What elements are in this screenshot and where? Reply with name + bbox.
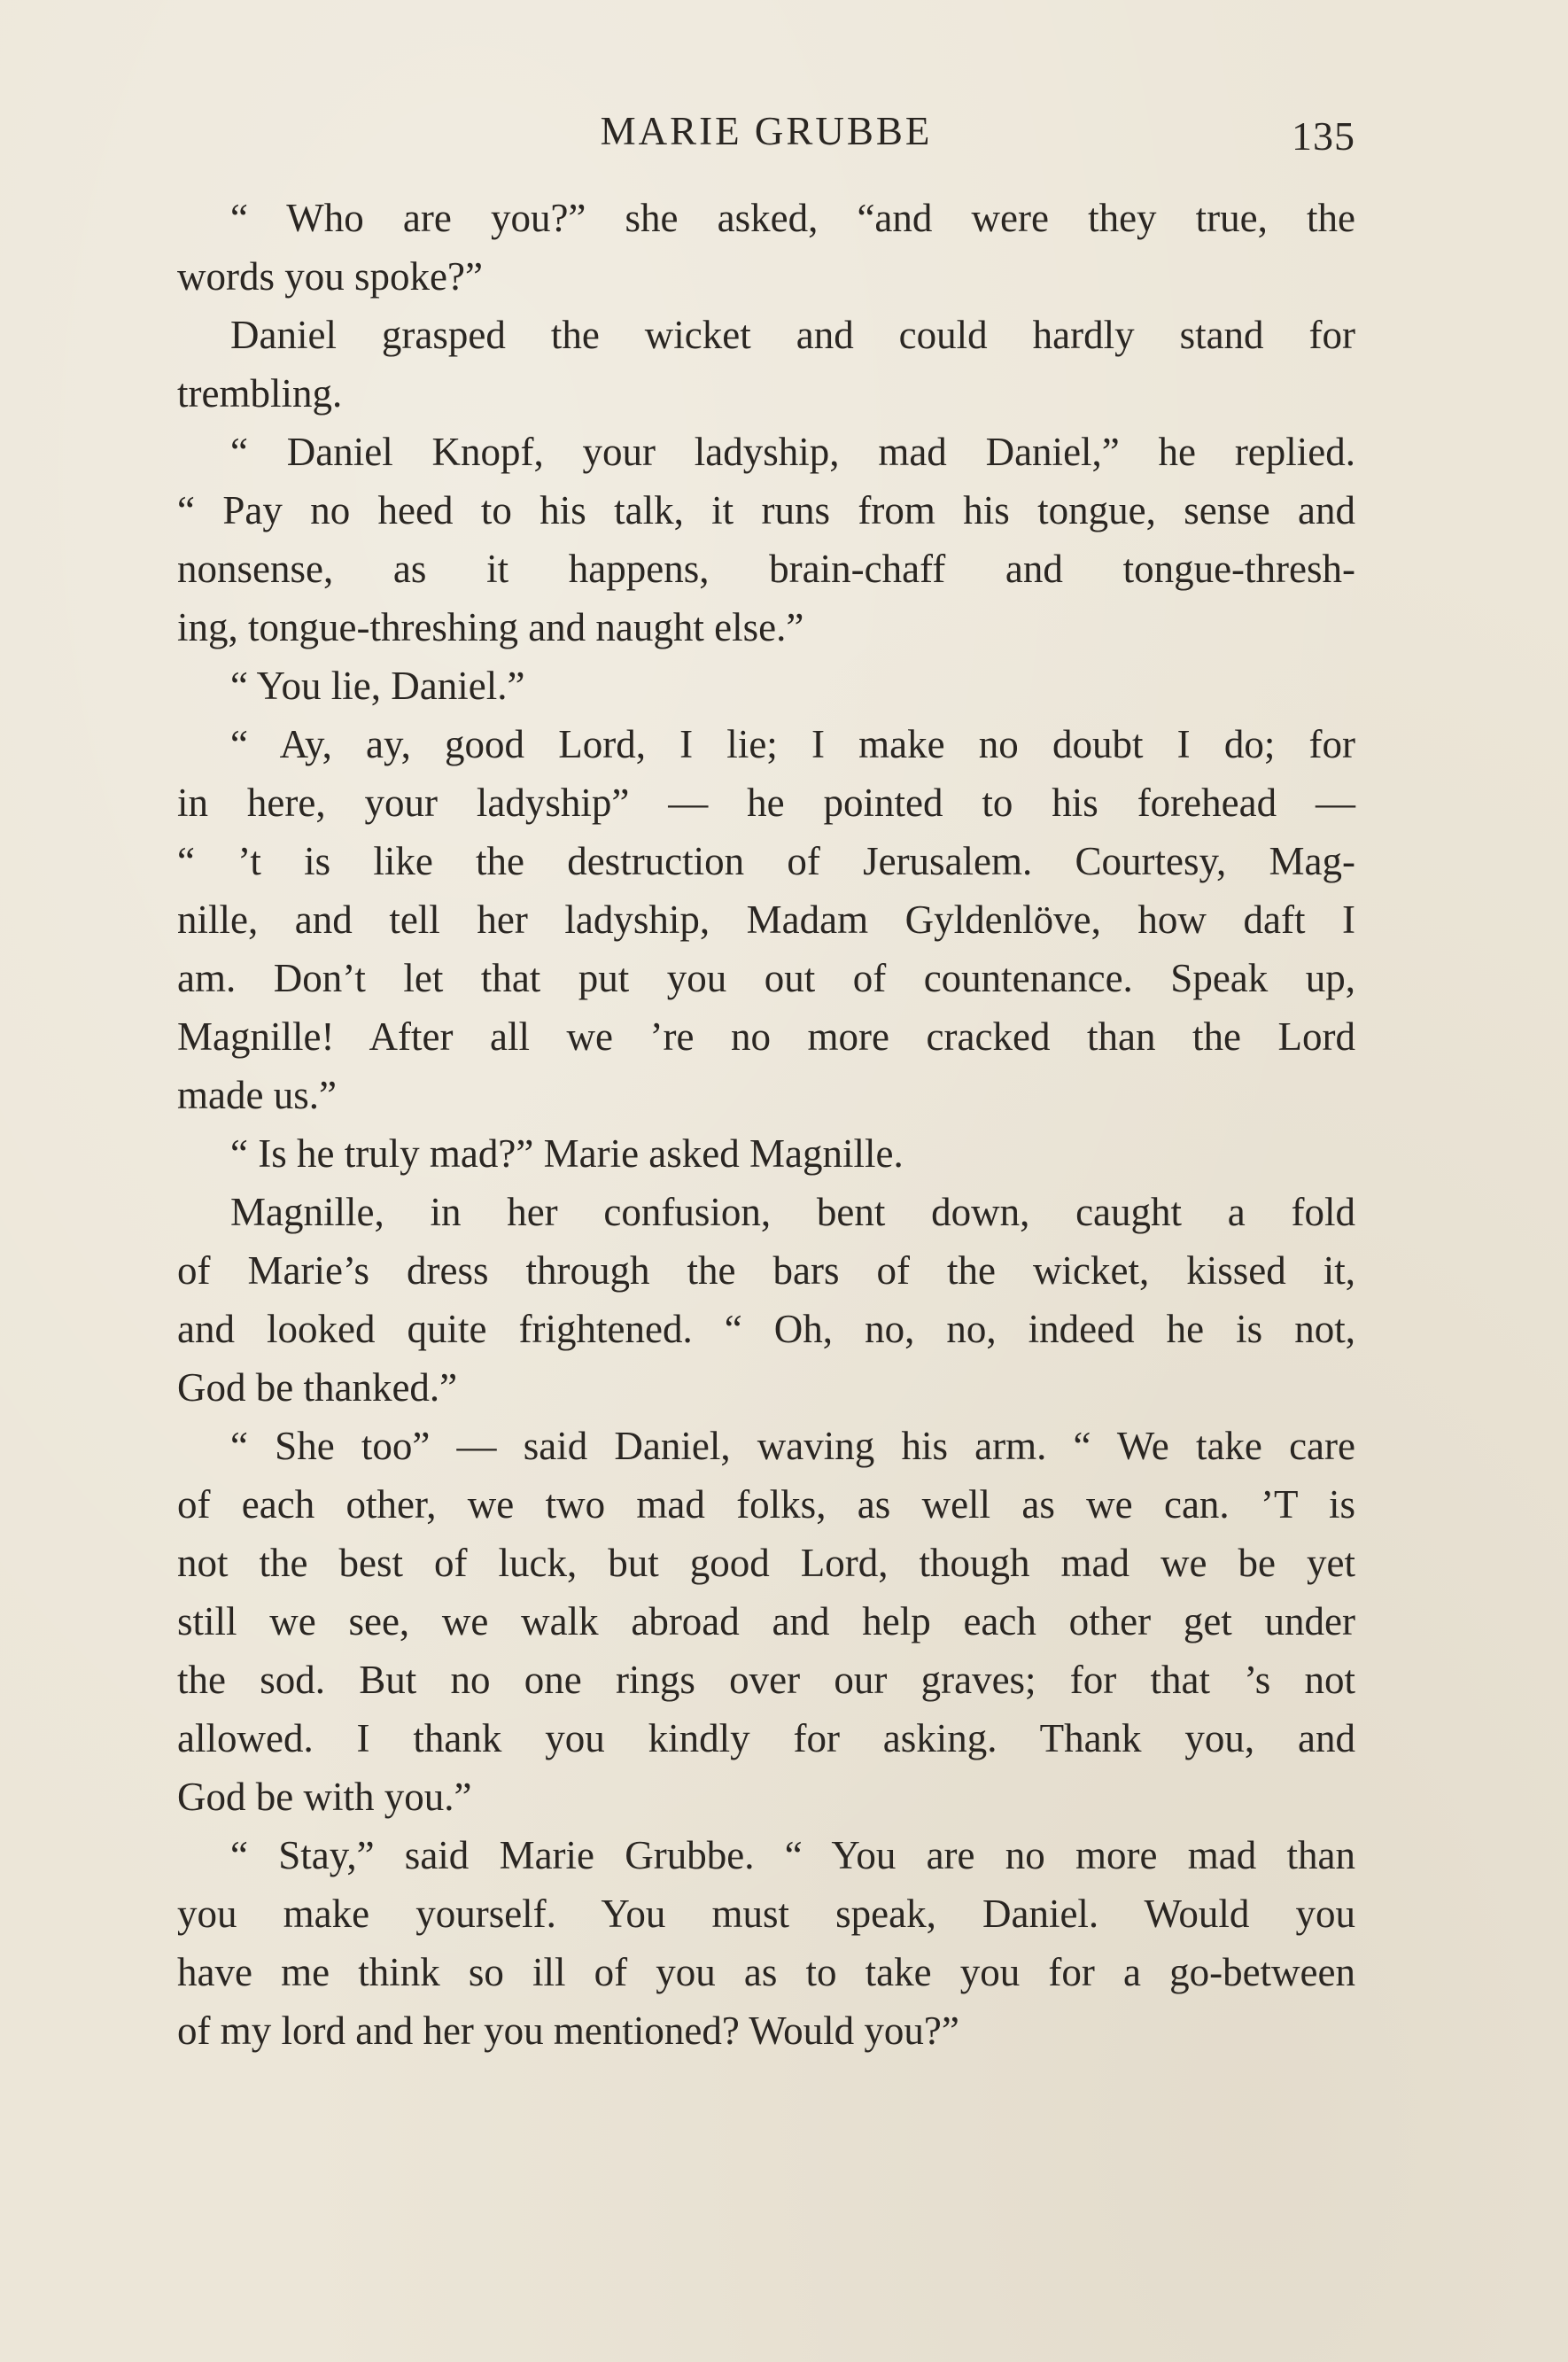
text-line: God be thanked.” [177,1365,458,1410]
text-line: “ You lie, Daniel.” [230,664,525,708]
text-line: “ Who are you?” she asked, “and were they true, the [230,196,1355,240]
text-line: “ Is he truly mad?” Marie asked Magnille. [230,1131,904,1176]
text-line: “ Ay, ay, good Lord, I lie; I make no doubt I do; for [230,722,1355,766]
text-line: words you spoke?” [177,254,483,299]
text-line: Daniel grasped the wicket and could hardly stand for [230,313,1355,357]
text-line: ing, tongue-threshing and naught else.” [177,605,804,649]
running-head [177,105,1355,158]
text-line: not the best of luck, but good Lord, though mad we be yet [177,1541,1355,1585]
text-line: of Marie’s dress through the bars of the wicket, kissed it, [177,1248,1355,1293]
text-line: am. Don’t let that put you out of countenance. Speak up, [177,956,1355,1000]
text-line: “ Stay,” said Marie Grubbe. “ You are no more mad than [230,1833,1355,1877]
text-line: still we see, we walk abroad and help each other get under [177,1599,1355,1643]
running-title: MARIE GRUBBE [600,109,933,153]
text-line: trembling. [177,371,343,416]
text-line: the sod. But no one rings over our graves; for that ’s not [177,1658,1355,1702]
text-line: “ She too” — said Daniel, waving his arm. “ We take care [230,1424,1355,1468]
text-line: made us.” [177,1073,337,1117]
text-line: nille, and tell her ladyship, Madam Gyldenlöve, how daft I [177,897,1355,942]
text-line: in here, your ladyship” — he pointed to his forehead — [177,781,1355,825]
text-line: “ ’t is like the destruction of Jerusalem. Courtesy, Mag- [177,839,1355,883]
text-line: of each other, we two mad folks, as well as we can. ’T is [177,1482,1355,1527]
text-line: God be with you.” [177,1775,472,1819]
text-line: nonsense, as it happens, brain-chaff and tongue-thresh- [177,547,1355,591]
text-line: and looked quite frightened. “ Oh, no, no, indeed he is not, [177,1307,1355,1351]
text-line: of my lord and her you mentioned? Would you?” [177,2008,959,2053]
text-line: “ Daniel Knopf, your ladyship, mad Daniel,” he replied. [230,430,1355,474]
text-line: you make yourself. You must speak, Daniel. Would you [177,1892,1355,1936]
text-line: allowed. I thank you kindly for asking. Thank you, and [177,1716,1355,1760]
text-line: have me think so ill of you as to take you for a go-between [177,1950,1355,1994]
page-number: 135 [1292,113,1355,159]
body-text [177,189,1355,2060]
text-line: Magnille, in her confusion, bent down, caught a fold [230,1190,1355,1234]
text-line: “ Pay no heed to his talk, it runs from his tongue, sense and [177,488,1355,532]
text-line: Magnille! After all we ’re no more cracked than the Lord [177,1014,1355,1059]
